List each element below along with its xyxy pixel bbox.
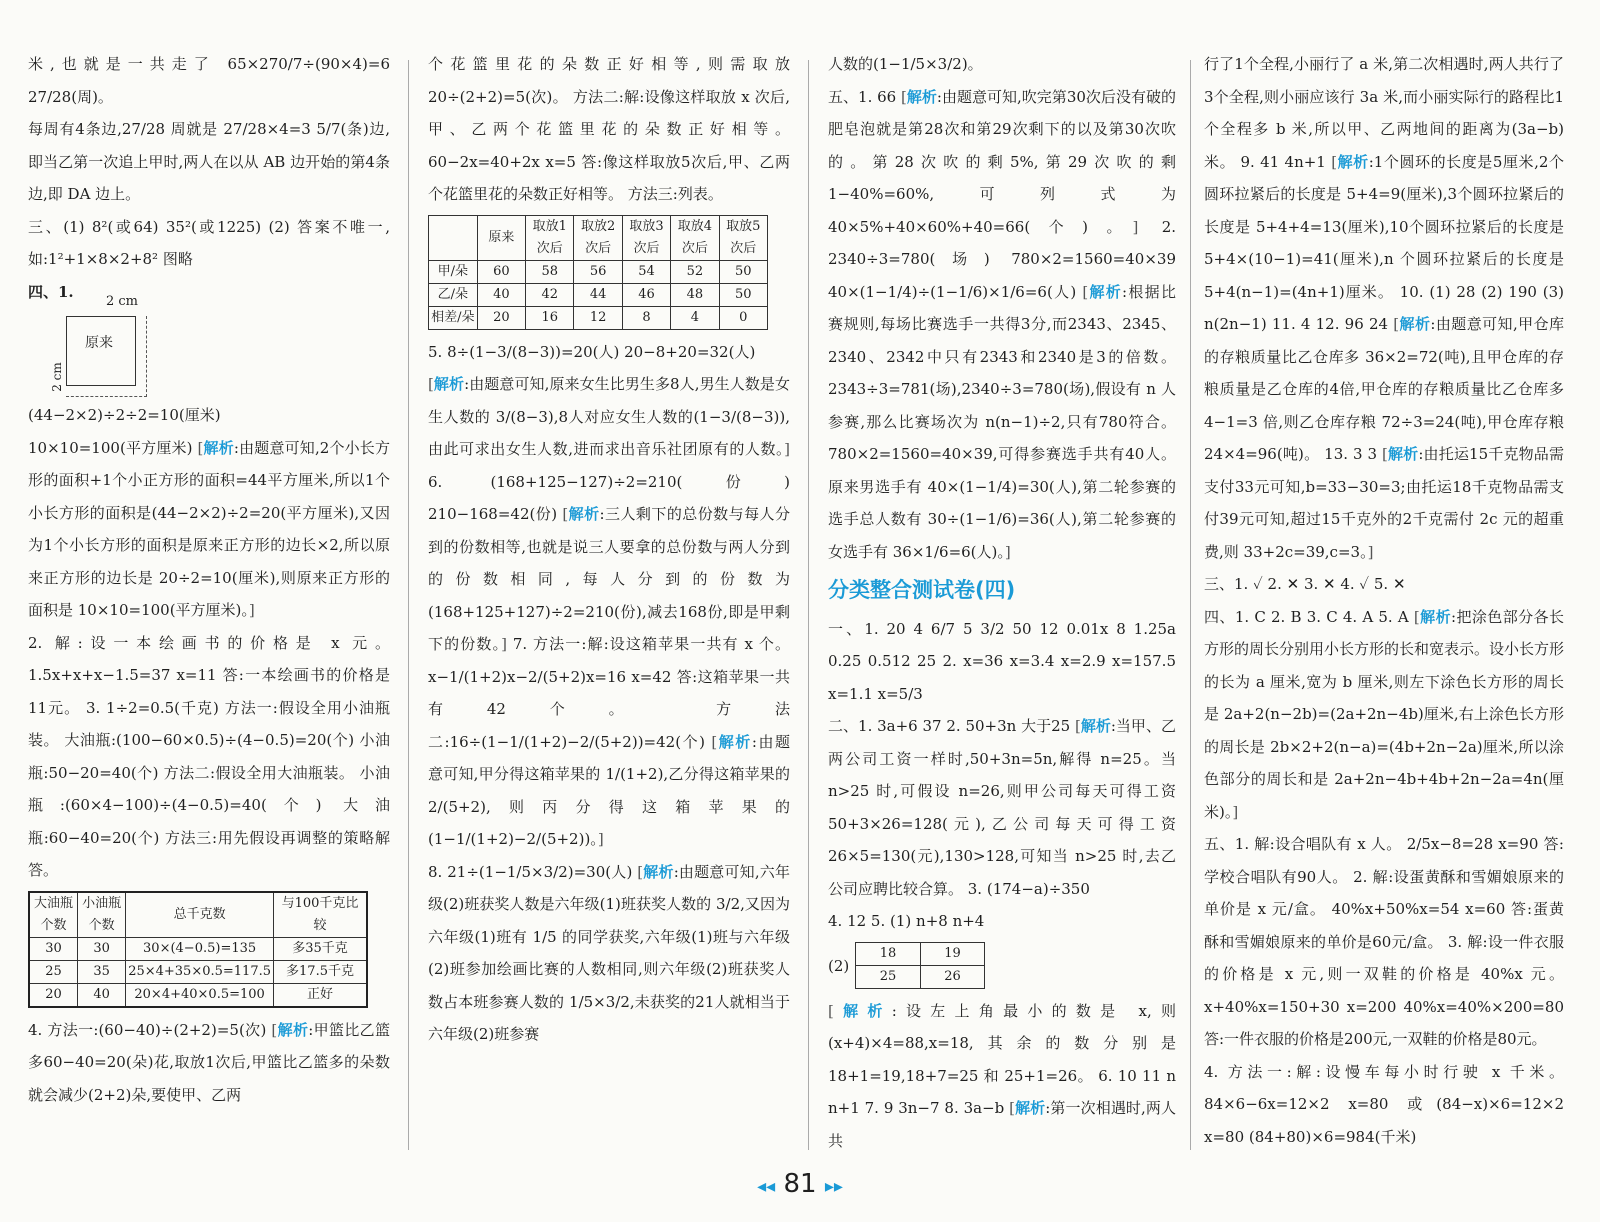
analysis-label: 解析: [717, 732, 752, 751]
table-cell: 20×4+40×0.5=100: [126, 983, 274, 1007]
col2-p5-text: 7. 方法一:解:设这箱苹果一共有 x 个。x−1/(1+2)x−2/(5+2)x=16 x=42 答:这箱苹果一共有42个。 方法二:16÷(1−1/(1+2)−2/(5+2))=42(个): [428, 635, 790, 751]
table-cell: 58: [526, 260, 574, 283]
col1-p6-analysis: :由题意可知,2个小长方形的面积+1个小正方形的面积=44平方厘米,所以1个小长方形的面积是(44−2×2)÷2=20(平方厘米),又因为1个小长方形的面积是原来正方形的边长×2,所以原来正方形的边长是 20÷2=10(厘米),则原来正方形的面积是 10×10=100(平方厘米)。: [28, 438, 390, 619]
analysis-label: 解析: [833, 1001, 892, 1020]
table-row: [29, 983, 367, 1007]
col1-p8-text: 4. 方法一:(60−40)÷(2+2)=5(次): [28, 1020, 267, 1039]
col4-p2-analysis: :由题意可知,甲仓库的存粮质量比乙仓库多 36×2=72(吨),且甲仓库的存粮质量是乙仓库的4倍,甲仓库的存粮质量比乙仓库多 4−1=3 倍,则乙仓库存粮 72÷3=24(吨),甲仓库存粮 24×4=96(吨)。 13. 3 3: [1204, 315, 1564, 463]
analysis-label: 解析: [643, 862, 674, 881]
table-row: [429, 283, 768, 306]
table-header: 取放1次后: [526, 215, 574, 260]
table-cell: 46: [622, 283, 670, 306]
table-cell: 正好: [274, 983, 367, 1007]
col2-p3-analysis: :由题意可知,原来女生比男生多8人,男生人数是女生人数的 3/(8−3),8人对应女生人数的(1−3/(8−3)),由此可求出女生人数,进而求出音乐社团原有的人数。: [428, 375, 790, 458]
col4-para-1: 行了1个全程,小丽行了 a 米,第二次相遇时,两人共行了3个全程,则小丽应该行 3a 米,而小丽实际行的路程比1个全程多 b 米,所以甲、乙两地间的距离为(3a−b)米。 9. 41 4n+1 [解析:1个圆环的长度是5厘米,2个圆环拉紧后的长度是 5+4=9(厘米),3个圆环拉紧后的长度是 5+4+4=13(厘米),10个圆环拉紧后的长度是 5+4×(10−1)=41(厘米),n 个圆环拉紧后的长度是 5+4(n−1)=(4n+1)厘米。 10. (1) 28 (2) 190 (3) n(2n−1) 11. 4 12. 96 24 [解析:由题意可知,甲仓库的存粮质量比乙仓库多 36×2=72(吨),且甲仓库的存粮质量是乙仓库的4倍,甲仓库的存粮质量比乙仓库多 4−1=3 倍,则乙仓库存粮 72÷3=24(吨),甲仓库存粮 24×4=96(吨)。 13. 3 3 [解析:由托运15千克物品需支付33元可知,b=33−30=3;由托运18千克物品需支付39元可知,超过15千克外的2千克需付 2c 元的超重费,则 33+2c=39,c=3。]: [1204, 55, 1564, 561]
analysis-label: 解析: [1399, 315, 1431, 333]
col1-para-7: 2. 解:设一本绘画书的价格是 x 元。 1.5x+x+x−1.5=37 x=11 答:一本绘画书的价格是11元。 3. 1÷2=0.5(千克) 方法一:假设全用小油瓶装。 大油瓶:(100−60×0.5)÷(4−0.5)=20(个) 小油瓶:50−20=40(个) 方法二:假设全用大油瓶装。 小油瓶:(60×4−100)÷(4−0.5)=40(个) 大油瓶:60−40=20(个) 方法三:用先假设再调整的策略解答。: [28, 633, 390, 879]
table-cell: 48: [671, 283, 719, 306]
col2-p6-analysis: :由题意可知,六年级(2)班获奖人数是六年级(1)班获奖人数的 3/2,又因为六年级(1)班有 1/5 的同学获奖,六年级(1)班与六年级(2)班参加绘画比赛的人数相同,则六年级(2)班获奖人数占本班参赛人数的 1/5×3/2,未获奖的21人就相当于六年级(2)班参赛: [428, 862, 790, 1043]
oil-bottle-table: [28, 891, 368, 1008]
table-cell: 多35千克: [274, 937, 367, 960]
figure-side-label: 2 cm: [49, 362, 64, 392]
col3-p2-analysis: :由题意可知,吹完第30次后没有破的肥皂泡就是第28次和第29次剩下的以及第30次吹的。第28次吹的剩5%,第29次吹的剩1−40%=60%,可列式为 40×5%+40×60%+40=66(个)。: [828, 87, 1176, 236]
col1-para-6: 10×10=100(平方厘米) [解析:由题意可知,2个小长方形的面积+1个小正方形的面积=44平方厘米,所以1个小长方形的面积是(44−2×2)÷2=20(平方厘米),又因为1个小长方形的面积是原来正方形的边长×2,所以原来正方形的边长是 20÷2=10(厘米),则原来正方形的面积是 10×10=100(平方厘米)。]: [28, 438, 390, 619]
col1-p8-analysis: :甲篮比乙篮多60−40=20(朵)花,取放1次后,甲篮比乙篮多的朵数就会减少(2+2)朵,要使甲、乙两: [28, 1020, 390, 1104]
table-row: [856, 942, 985, 965]
col3-para-2: 五、1. 66 [解析:由题意可知,吹完第30次后没有破的肥皂泡就是第28次和第29次剩下的以及第30次吹的。第28次吹的剩5%,第29次吹的剩1−40%=60%,可列式为 40×5%+40×60%+40=66(个)。] 2. 2340÷3=780(场) 780×2=1560=40×39 40×(1−1/4)÷(1−1/6)×1/6=6(人) [解析:根据比赛规则,每场比赛选手一共得3分,而2343、2345、2340、2342中只有2343和2340是3的倍数。2343÷3=781(场),2340÷3=780(场),假设有 n 人参赛,那么比赛场次为 n(n−1)÷2,只有780符合。780×2=1560=40×39,可得参赛选手共有40人。原来男选手有 40×(1−1/4)=30(人),第二轮参赛的选手总人数有 30÷(1−1/6)=36(人),第二轮参赛的女选手有 36×1/6=6(人)。]: [828, 87, 1176, 561]
analysis-label: 解析: [1419, 607, 1451, 626]
col1-para-5: (44−2×2)÷2÷2=10(厘米): [28, 406, 221, 424]
prev-arrow-icon: ◂◂: [757, 1176, 776, 1197]
page-number: [0, 1166, 1600, 1205]
analysis-label: 解析: [1337, 152, 1369, 171]
table-cell: 12: [574, 306, 622, 329]
table-row: [856, 965, 985, 988]
col4-p1-analysis: :1个圆环的长度是5厘米,2个圆环拉紧后的长度是 5+4=9(厘米),3个圆环拉紧后的长度是 5+4+4=13(厘米),10个圆环拉紧后的长度是 5+4×(10−1)=41(厘米),n 个圆环拉紧后的长度是 5+4(n−1)=(4n+1)厘米。 10. (1) 28 (2) 190 (3) n(2n−1) 11. 4 12. 96 24: [1204, 152, 1564, 333]
figure-original-square: [66, 316, 136, 386]
analysis-label: 解析: [1088, 282, 1123, 301]
col1-para-8: 4. 方法一:(60−40)÷(2+2)=5(次) [解析:甲篮比乙篮多60−40=20(朵)花,取放1次后,甲篮比乙篮多的朵数就会减少(2+2)朵,要使甲、乙两: [28, 1020, 390, 1104]
column-2: [428, 48, 790, 1051]
table-cell: 42: [526, 283, 574, 306]
col4-para-5: 四、1. C 2. B 3. C 4. A 5. A [解析:把涂色部分各长方形的周长分别用小长方形的长和宽表示。设小长方形的长为 a 厘米,宽为 b 厘米,则左下涂色长方形的周长是 2a+2(n−2b)=(2a+2n−4b)厘米,右上涂色长方形的周长是 2b×2+2(n−a)=(4b+2n−2a)厘米,所以涂色部分的周长和是 2a+2n−4b+4b+2n−2a=4n(厘米)。]: [1204, 607, 1565, 821]
column-4: [1204, 48, 1564, 1153]
col3-p3-analysis: :根据比赛规则,每场比赛选手一共得3分,而2343、2345、2340、2342中只有2343和2340是3的倍数。2343÷3=781(场),2340÷3=780(场),假设有 n 人参赛,那么比赛场次为 n(n−1)÷2,只有780符合。780×2=1560=40×39,可得参赛选手共有40人。原来男选手有 40×(1−1/4)=30(人),第二轮参赛的选手总人数有 30÷(1−1/6)=36(人),第二轮参赛的女选手有 36×1/6=6(人)。: [828, 282, 1176, 561]
page-number-text: 81: [783, 1169, 817, 1199]
figure-top-label: 2 cm: [106, 294, 139, 309]
table-cell: 30: [29, 937, 78, 960]
table-header: 取放5次后: [719, 215, 767, 260]
analysis-label: 解析: [568, 505, 600, 523]
col1-para-3: 三、(1) 8²(或64) 35²(或1225) (2) 答案不唯一,如:1²+1×8×2+8² 图略: [28, 217, 390, 268]
table-row: [429, 306, 768, 329]
column-divider: [1190, 60, 1191, 1150]
col3-p7-analysis: :设左上角最小的数是 x,则(x+4)×4=88,x=18,其余的数分别是 18+1=19,18+7=25 和 25+1=26。 6. 10 11 n n+1 7. 9 3n−7 8. 3a−b: [828, 1001, 1176, 1117]
table-cell: 60: [477, 260, 525, 283]
analysis-label: 解析: [203, 438, 234, 457]
table-cell: 25×4+35×0.5=117.5: [126, 960, 274, 983]
col3-p7-analysis-2: :第一次相遇时,两人共: [828, 1099, 1176, 1150]
analysis-label: 解析: [1014, 1099, 1046, 1117]
table-cell: 54: [622, 260, 670, 283]
table-cell: 乙/朵: [429, 283, 478, 306]
table-cell: 20: [29, 983, 78, 1007]
col2-para-3: [解析:由题意可知,原来女生比男生多8人,男生人数是女生人数的 3/(8−3),8人对应女生人数的(1−3/(8−3)),由此可求出女生人数,进而求出音乐社团原有的人数。] 6. (168+125−127)÷2=210(份) 210−168=42(份) [解析:三人剩下的总份数与每人分到的份数相等,也就是说三人要拿的总份数与两人分到的份数相同,每人分到的份数为(168+125+127)÷2=210(份),减去168份,即是甲剩下的份数。] 7. 方法一:解:设这箱苹果一共有 x 个。x−1/(1+2)x−2/(5+2)x=16 x=42 答:这箱苹果一共有42个。 方法二:16÷(1−1/(1+2)−2/(5+2))=42(个) [解析:由题意可知,甲分得这箱苹果的 1/(1+2),乙分得这箱苹果的 2/(5+2),则丙分得这箱苹果的(1−1/(1+2)−2/(5+2))。]: [428, 375, 790, 848]
col3-para-6: 4. 12 5. (1) n+8 n+4: [828, 912, 985, 930]
col1-p6-text: 10×10=100(平方厘米): [28, 438, 193, 457]
table-header: 大油瓶个数: [29, 892, 78, 938]
col2-p4-text: 6. (168+125−127)÷2=210(份) 210−168=42(份): [428, 472, 790, 523]
table-header: 小油瓶个数: [78, 892, 126, 938]
section-title: 分类整合测试卷(四): [828, 578, 1016, 602]
col3-p5-analysis: :当甲、乙两公司工资一样时,50+3n=5n,解得 n=25。当 n>25 时,可假设 n=26,则甲公司每天可得工资 50+3×26=128(元),乙公司每天可得工资 26×5=130(元),130>128,可知当 n>25 时,去乙公司应聘比较合算。 3. (174−a)÷350: [828, 717, 1176, 898]
col4-p5-analysis: :把涂色部分各长方形的周长分别用小长方形的长和宽表示。设小长方形的长为 a 厘米,宽为 b 厘米,则左下涂色长方形的周长是 2a+2(n−2b)=(2a+2n−4b)厘米,右上涂色长方形的周长是 2b×2+2(n−a)=(4b+2n−2a)厘米,所以涂色部分的周长和是 2a+2n−4b+4b+2n−2a=4n(厘米)。: [1204, 607, 1565, 821]
number-grid-block: [828, 938, 1176, 995]
table-cell: 35: [78, 960, 126, 983]
table-cell: 19: [920, 942, 985, 965]
table-cell: 50: [719, 283, 767, 306]
number-grid-table: [855, 942, 985, 989]
col3-p5-text: 二、1. 3a+6 37 2. 50+3n 大于25: [828, 717, 1071, 735]
table-header: 取放2次后: [574, 215, 622, 260]
col2-para-2: 5. 8÷(1−3/(8−3))=20(人) 20−8+20=32(人): [428, 342, 756, 361]
table-cell: 40: [78, 983, 126, 1007]
table-cell: 18: [856, 942, 921, 965]
col3-para-4: 一、1. 20 4 6/7 5 3/2 50 12 0.01x 8 1.25a 0.25 0.512 25 2. x=36 x=3.4 x=2.9 x=157.5 x=1.1 x=5/3: [828, 619, 1176, 703]
col1-para-1: 米,也就是一共走了 65×270/7÷(90×4)=6 27/28(周)。: [28, 55, 390, 106]
col2-para-6: 8. 21÷(1−1/5×3/2)=30(人) [解析:由题意可知,六年级(2)班获奖人数是六年级(1)班获奖人数的 3/2,又因为六年级(1)班有 1/5 的同学获奖,六年级(1)班与六年级(2)班参加绘画比赛的人数相同,则六年级(2)班获奖人数占本班参赛人数的 1/5×3/2,未获奖的21人就相当于六年级(2)班参赛: [428, 862, 790, 1043]
table-cell: 50: [719, 260, 767, 283]
table-cell: 25: [29, 960, 78, 983]
col2-p6-text: 8. 21÷(1−1/5×3/2)=30(人): [428, 862, 633, 881]
table-header: 取放4次后: [671, 215, 719, 260]
table-header: 与100千克比较: [274, 892, 367, 938]
analysis-label: 解析: [277, 1020, 309, 1039]
table-cell: 44: [574, 283, 622, 306]
analysis-label: 解析: [1387, 445, 1419, 463]
table-cell: 4: [671, 306, 719, 329]
col2-para-1: 个花篮里花的朵数正好相等,则需取放 20÷(2+2)=5(次)。 方法二:解:设像这样取放 x 次后,甲、乙两个花篮里花的朵数正好相等。60−2x=40+2x x=5 答:像这样取放5次后,甲、乙两个花篮里花的朵数正好相等。 方法三:列表。: [428, 55, 790, 203]
table-cell: 甲/朵: [429, 260, 478, 283]
table-header: 总千克数: [126, 892, 274, 938]
square-figure: [49, 294, 166, 395]
col4-para-6: 五、1. 解:设合唱队有 x 人。 2/5x−8=28 x=90 答:学校合唱队有90人。 2. 解:设蛋黄酥和雪媚娘原来的单价是 x 元/盒。 40%x+50%x=54 x=60 答:蛋黄酥和雪媚娘原来的单价是60元/盒。 3. 解:设一件衣服的价格是 x 元,则一双鞋的价格是 40%x 元。 x+40%x=150+30 x=200 40%x=40%×200=80 答:一件衣服的价格是200元,一双鞋的价格是80元。: [1204, 835, 1564, 1048]
analysis-label: 解析: [1080, 717, 1111, 735]
analysis-label: 解析: [906, 87, 937, 106]
table-header: 原来: [477, 215, 525, 260]
table-header: [429, 215, 478, 260]
table-cell: 26: [920, 965, 985, 988]
column-divider: [808, 60, 809, 1150]
table-cell: 25: [856, 965, 921, 988]
col3-p3-text: 2. 2340÷3=780(场) 780×2=1560=40×39 40×(1−1/4)÷(1−1/6)×1/6=6(人): [828, 217, 1176, 301]
number-grid-label: (2): [828, 956, 850, 975]
table-cell: 8: [622, 306, 670, 329]
table-cell: 20: [477, 306, 525, 329]
table-cell: 40: [477, 283, 525, 306]
column-1: [28, 48, 390, 1111]
table-cell: 56: [574, 260, 622, 283]
table-header: 取放3次后: [622, 215, 670, 260]
col2-p5-analysis: :由题意可知,甲分得这箱苹果的 1/(1+2),乙分得这箱苹果的 2/(5+2),则丙分得这箱苹果的(1−1/(1+2)−2/(5+2))。: [428, 732, 790, 848]
table-cell: 30×(4−0.5)=135: [126, 937, 274, 960]
col4-p3-analysis: :由托运15千克物品需支付33元可知,b=33−30=3;由托运18千克物品需支付39元可知,超过15千克外的2千克需付 2c 元的超重费,则 33+2c=39,c=3。: [1204, 445, 1564, 561]
table-cell: 16: [526, 306, 574, 329]
table-cell: 0: [719, 306, 767, 329]
table-header-row: [29, 892, 367, 938]
table-cell: 相差/朵: [429, 306, 478, 329]
table-cell: 52: [671, 260, 719, 283]
table-cell: 30: [78, 937, 126, 960]
next-arrow-icon: ▸▸: [824, 1176, 843, 1197]
figure-center-label: 原来: [85, 335, 113, 351]
col4-para-7: 4. 方法一:解:设慢车每小时行驶 x 千米。84×6−6x=12×2 x=80 或(84−x)×6=12×2 x=80 (84+80)×6=984(千米): [1204, 1062, 1564, 1146]
column-divider: [408, 60, 409, 1150]
col4-p5-text: 四、1. C 2. B 3. C 4. A 5. A: [1204, 607, 1409, 626]
table-row: [429, 260, 768, 283]
col3-para-7: [解析:设左上角最小的数是 x,则(x+4)×4=88,x=18,其余的数分别是 18+1=19,18+7=25 和 25+1=26。 6. 10 11 n n+1 7. 9 3n−7 8. 3a−b [解析:第一次相遇时,两人共: [828, 1001, 1176, 1150]
col1-para-4: 四、1.: [28, 282, 74, 301]
column-3: [828, 48, 1176, 1157]
table-row: [29, 960, 367, 983]
table-cell: 多17.5千克: [274, 960, 367, 983]
col3-para-1: 人数的(1−1/5×3/2)。: [828, 55, 983, 73]
table-header-row: [429, 215, 768, 260]
col1-para-2: 每周有4条边,27/28 周就是 27/28×4=3 5/7(条)边,即当乙第一次追上甲时,两人在以从 AB 边开始的第4条边,即 DA 边上。: [28, 120, 390, 203]
col3-p2-text: 五、1. 66: [828, 87, 897, 106]
col4-para-4: 三、1. ✓ 2. ✕ 3. ✕ 4. ✓ 5. ✕: [1204, 575, 1406, 593]
col2-p4-analysis: :三人剩下的总份数与每人分到的份数相等,也就是说三人要拿的总份数与两人分到的份数相同,每人分到的份数为(168+125+127)÷2=210(份),减去168份,即是甲剩下的份数。: [428, 505, 790, 653]
flower-basket-table: [428, 215, 768, 330]
table-row: [29, 937, 367, 960]
analysis-label: 解析: [433, 375, 465, 393]
col3-para-5: 二、1. 3a+6 37 2. 50+3n 大于25 [解析:当甲、乙两公司工资一样时,50+3n=5n,解得 n=25。当 n>25 时,可假设 n=26,则甲公司每天可得工资 50+3×26=128(元),乙公司每天可得工资 26×5=130(元),130>128,可知当 n>25 时,去乙公司应聘比较合算。 3. (174−a)÷350: [828, 717, 1176, 898]
col4-p1-text: 行了1个全程,小丽行了 a 米,第二次相遇时,两人共行了3个全程,则小丽应该行 3a 米,而小丽实际行的路程比1个全程多 b 米,所以甲、乙两地间的距离为(3a−b)米。 9. 41 4n+1: [1204, 55, 1564, 171]
